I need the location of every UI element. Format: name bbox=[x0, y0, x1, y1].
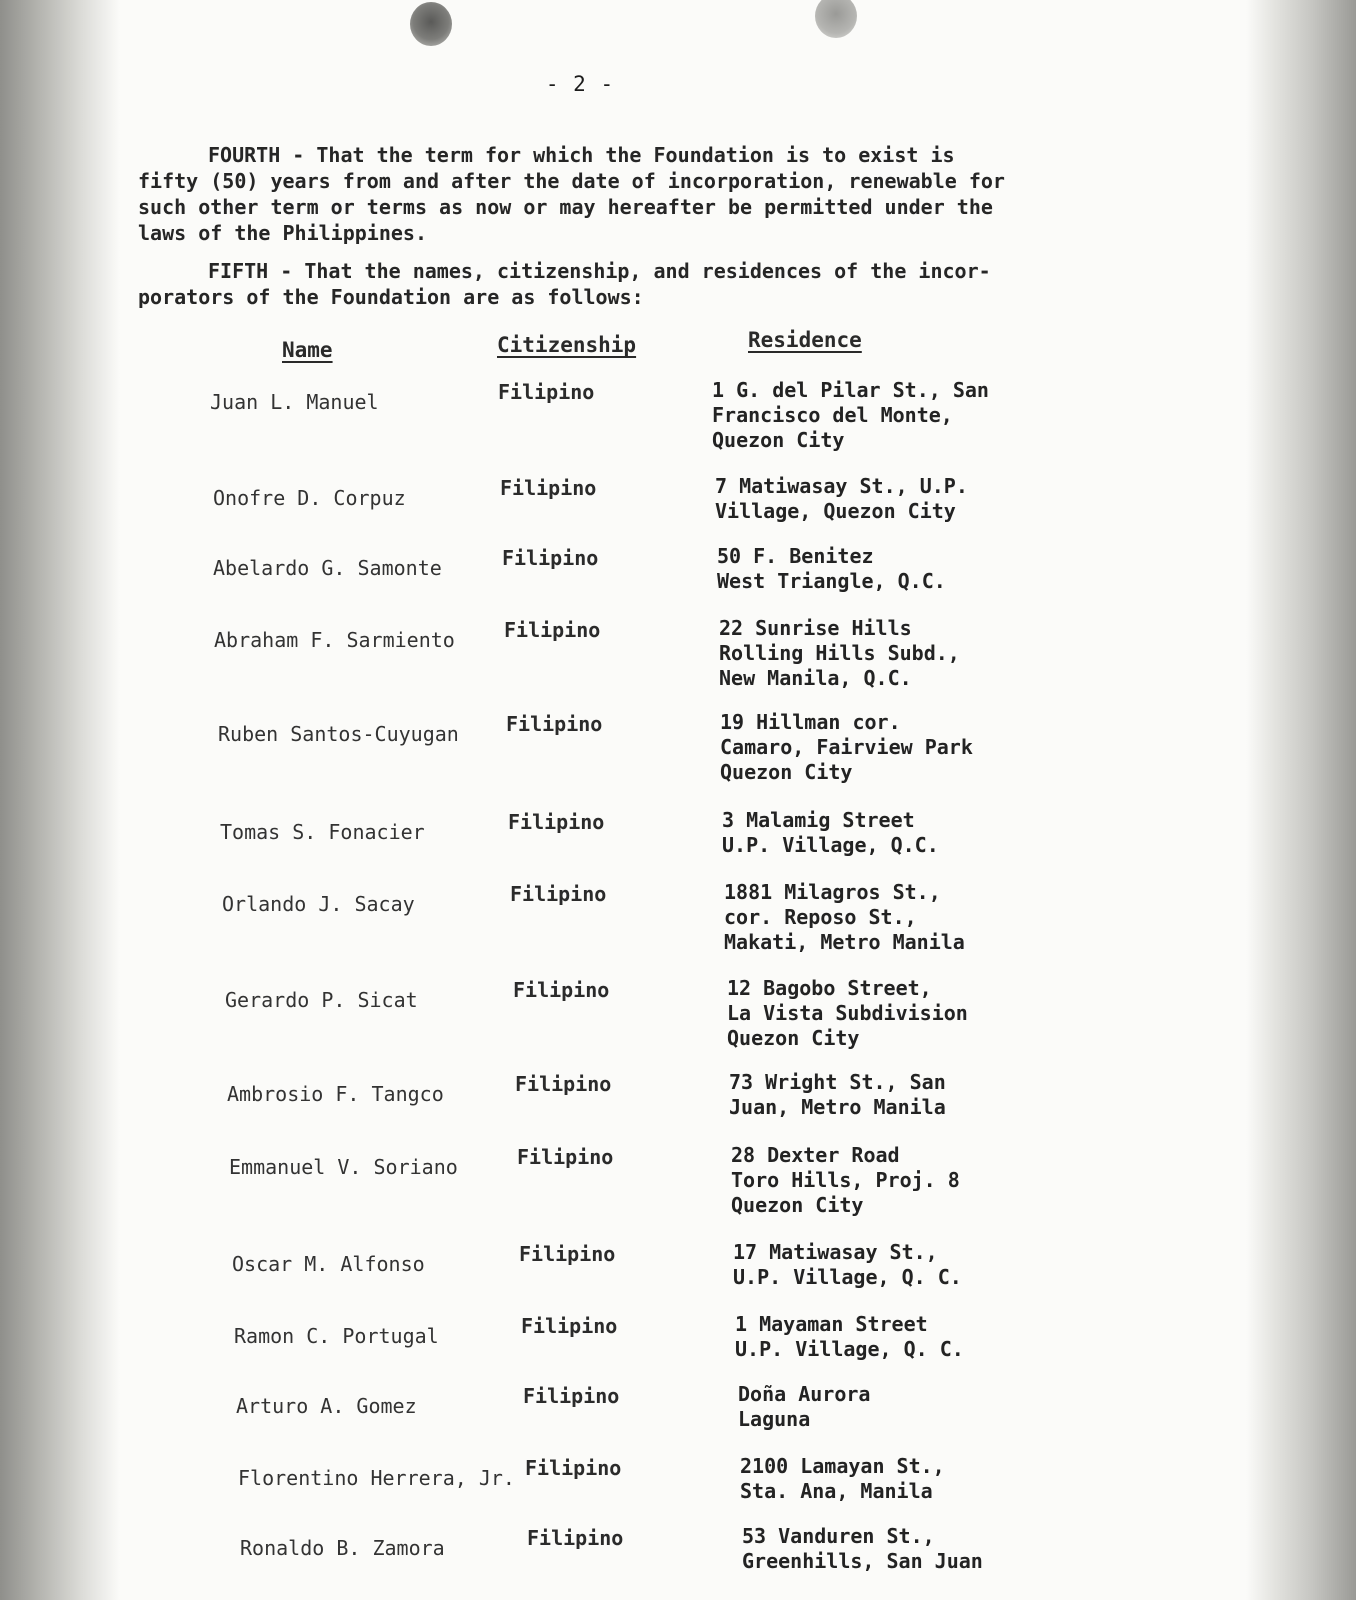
residence-line: 1881 Milagros St., bbox=[724, 880, 941, 904]
residence-line: 12 Bagobo Street, bbox=[727, 976, 932, 1000]
residence-line: West Triangle, Q.C. bbox=[717, 569, 946, 593]
residence-line: 3 Malamig Street bbox=[722, 808, 915, 832]
residence-line: Quezon City bbox=[731, 1193, 864, 1217]
incorporator-name: Ronaldo B. Zamora bbox=[240, 1536, 445, 1560]
punch-hole-left bbox=[410, 2, 452, 46]
incorporator-residence bbox=[719, 616, 960, 691]
residence-line: Camaro, Fairview Park bbox=[720, 735, 973, 759]
residence-line: Greenhills, San Juan bbox=[742, 1549, 983, 1573]
residence-line: Toro Hills, Proj. 8 bbox=[731, 1168, 960, 1192]
incorporator-name: Abraham F. Sarmiento bbox=[214, 628, 455, 652]
residence-line: U.P. Village, Q. C. bbox=[733, 1265, 962, 1289]
residence-line: 28 Dexter Road bbox=[731, 1143, 900, 1167]
article-fourth-line: fifty (50) years from and after the date of incorporation, renewable for bbox=[138, 169, 1005, 193]
residence-line: Quezon City bbox=[720, 760, 853, 784]
residence-line: 73 Wright St., San bbox=[729, 1070, 946, 1094]
incorporator-citizenship: Filipino bbox=[506, 712, 603, 736]
incorporator-residence bbox=[724, 880, 965, 955]
incorporator-name: Ambrosio F. Tangco bbox=[227, 1082, 444, 1106]
incorporator-citizenship: Filipino bbox=[523, 1384, 620, 1408]
incorporator-residence bbox=[733, 1240, 962, 1290]
incorporator-name: Ruben Santos-Cuyugan bbox=[218, 722, 459, 746]
incorporator-citizenship: Filipino bbox=[502, 546, 599, 570]
incorporator-residence bbox=[742, 1524, 983, 1574]
column-header-residence: Residence bbox=[748, 328, 862, 352]
residence-line: New Manila, Q.C. bbox=[719, 666, 912, 690]
residence-line: Quezon City bbox=[727, 1026, 860, 1050]
punch-hole-right bbox=[815, 0, 857, 38]
residence-line: Sta. Ana, Manila bbox=[740, 1479, 933, 1503]
residence-line: 19 Hillman cor. bbox=[720, 710, 901, 734]
residence-line: Makati, Metro Manila bbox=[724, 930, 965, 954]
residence-line: Rolling Hills Subd., bbox=[719, 641, 960, 665]
incorporator-name: Oscar M. Alfonso bbox=[232, 1252, 425, 1276]
residence-line: 1 G. del Pilar St., San bbox=[712, 378, 989, 402]
article-fourth bbox=[138, 142, 1028, 246]
incorporator-citizenship: Filipino bbox=[510, 882, 607, 906]
incorporator-name: Arturo A. Gomez bbox=[236, 1394, 417, 1418]
residence-line: Village, Quezon City bbox=[715, 499, 956, 523]
incorporator-name: Juan L. Manuel bbox=[210, 390, 379, 414]
incorporator-residence bbox=[727, 976, 968, 1051]
residence-line: Juan, Metro Manila bbox=[729, 1095, 946, 1119]
article-fourth-line: laws of the Philippines. bbox=[138, 221, 427, 245]
residence-line: 7 Matiwasay St., U.P. bbox=[715, 474, 968, 498]
incorporator-citizenship: Filipino bbox=[521, 1314, 618, 1338]
incorporator-citizenship: Filipino bbox=[513, 978, 610, 1002]
incorporator-name: Gerardo P. Sicat bbox=[225, 988, 418, 1012]
incorporator-citizenship: Filipino bbox=[517, 1145, 614, 1169]
residence-line: 22 Sunrise Hills bbox=[719, 616, 912, 640]
incorporator-name: Florentino Herrera, Jr. bbox=[238, 1466, 515, 1490]
article-fourth-line: such other term or terms as now or may hereafter be permitted under the bbox=[138, 195, 993, 219]
incorporator-citizenship: Filipino bbox=[504, 618, 601, 642]
incorporator-residence bbox=[722, 808, 939, 858]
incorporator-name: Ramon C. Portugal bbox=[234, 1324, 439, 1348]
residence-line: U.P. Village, Q. C. bbox=[735, 1337, 964, 1361]
article-fifth-line: FIFTH - That the names, citizenship, and residences of the incor- bbox=[208, 259, 991, 283]
incorporator-residence bbox=[712, 378, 989, 453]
incorporator-citizenship: Filipino bbox=[527, 1526, 624, 1550]
incorporator-residence bbox=[735, 1312, 964, 1362]
incorporator-name: Orlando J. Sacay bbox=[222, 892, 415, 916]
incorporator-citizenship: Filipino bbox=[519, 1242, 616, 1266]
residence-line: Laguna bbox=[738, 1407, 811, 1431]
incorporator-residence bbox=[720, 710, 973, 785]
column-header-citizenship: Citizenship bbox=[497, 333, 637, 357]
incorporator-citizenship: Filipino bbox=[515, 1072, 612, 1096]
incorporator-name: Emmanuel V. Soriano bbox=[229, 1155, 458, 1179]
residence-line: U.P. Village, Q.C. bbox=[722, 833, 939, 857]
column-header-name: Name bbox=[282, 338, 333, 362]
incorporator-citizenship: Filipino bbox=[500, 476, 597, 500]
incorporator-name: Onofre D. Corpuz bbox=[213, 486, 406, 510]
incorporator-name: Tomas S. Fonacier bbox=[220, 820, 425, 844]
incorporator-residence bbox=[729, 1070, 946, 1120]
article-fourth-line: FOURTH - That the term for which the Foundation is to exist is bbox=[208, 143, 955, 167]
residence-line: 17 Matiwasay St., bbox=[733, 1240, 938, 1264]
scan-shadow-right bbox=[1246, 0, 1356, 1600]
article-fifth bbox=[138, 258, 1028, 310]
incorporator-residence bbox=[738, 1382, 870, 1432]
incorporator-residence bbox=[740, 1454, 945, 1504]
incorporator-citizenship: Filipino bbox=[525, 1456, 622, 1480]
residence-line: La Vista Subdivision bbox=[727, 1001, 968, 1025]
residence-line: 53 Vanduren St., bbox=[742, 1524, 935, 1548]
residence-line: Quezon City bbox=[712, 428, 845, 452]
residence-line: Francisco del Monte, bbox=[712, 403, 953, 427]
residence-line: Doña Aurora bbox=[738, 1382, 871, 1406]
incorporator-residence bbox=[717, 544, 946, 594]
residence-line: cor. Reposo St., bbox=[724, 905, 917, 929]
incorporator-citizenship: Filipino bbox=[508, 810, 605, 834]
incorporator-name: Abelardo G. Samonte bbox=[213, 556, 442, 580]
residence-line: 1 Mayaman Street bbox=[735, 1312, 928, 1336]
scan-shadow-left bbox=[0, 0, 120, 1600]
incorporator-residence bbox=[731, 1143, 960, 1218]
article-fifth-line: porators of the Foundation are as follows: bbox=[138, 285, 644, 309]
residence-line: 2100 Lamayan St., bbox=[740, 1454, 945, 1478]
incorporator-citizenship: Filipino bbox=[498, 380, 595, 404]
page-number: - 2 - bbox=[545, 72, 615, 96]
incorporator-residence bbox=[715, 474, 968, 524]
residence-line: 50 F. Benitez bbox=[717, 544, 874, 568]
